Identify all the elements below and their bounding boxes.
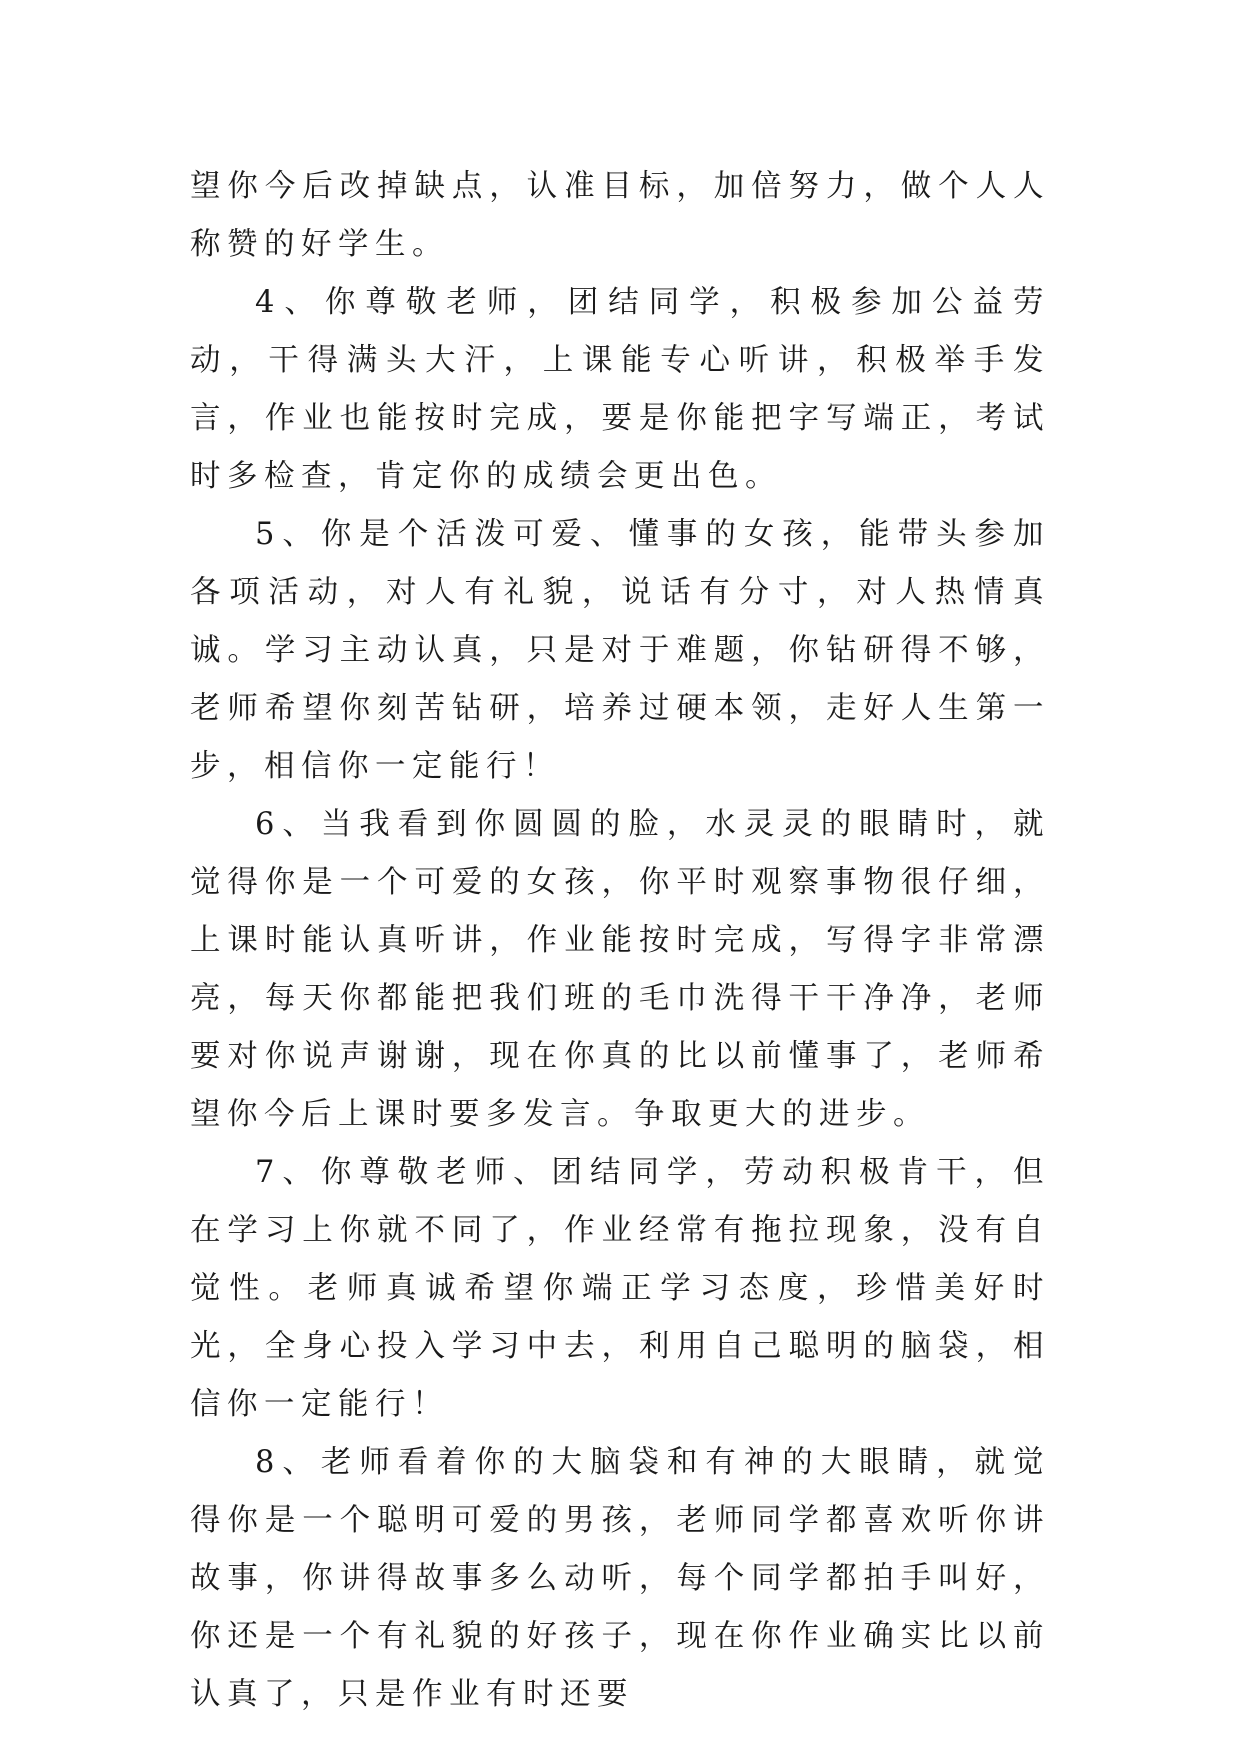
paragraph-item-4: 4、你尊敬老师，团结同学，积极参加公益劳动，干得满头大汗，上课能专心听讲，积极举手发言，作业也能按时完成，要是你能把字写端正，考试时多检查，肯定你的成绩会更出色。 [190, 285, 1050, 494]
paragraph-item-5: 5、你是个活泼可爱、懂事的女孩，能带头参加各项活动，对人有礼貌，说话有分寸，对人热情真诚。学习主动认真，只是对于难题，你钻研得不够，老师希望你刻苦钻研，培养过硬本领，走好人生第一步，相信你一定能行！ [190, 517, 1050, 784]
paragraph-item-7: 7、你尊敬老师、团结同学，劳动积极肯干，但在学习上你就不同了，作业经常有拖拉现象，没有自觉性。老师真诚希望你端正学习态度，珍惜美好时光，全身心投入学习中去，利用自己聪明的脑袋，相信你一定能行！ [190, 1155, 1050, 1422]
paragraph-continuation: 望你今后改掉缺点，认准目标，加倍努力，做个人人称赞的好学生。 [190, 169, 1050, 262]
paragraph-item-6: 6、当我看到你圆圆的脸，水灵灵的眼睛时，就觉得你是一个可爱的女孩，你平时观察事物很仔细，上课时能认真听讲，作业能按时完成，写得字非常漂亮，每天你都能把我们班的毛巾洗得干干净净，老师要对你说声谢谢，现在你真的比以前懂事了，老师希望你今后上课时要多发言。争取更大的进步。 [190, 807, 1050, 1132]
document-body [190, 158, 1050, 1724]
paragraph-item-8: 8、老师看着你的大脑袋和有神的大眼睛，就觉得你是一个聪明可爱的男孩，老师同学都喜欢听你讲故事，你讲得故事多么动听，每个同学都拍手叫好，你还是一个有礼貌的好孩子，现在你作业确实比以前认真了，只是作业有时还要 [190, 1445, 1050, 1712]
